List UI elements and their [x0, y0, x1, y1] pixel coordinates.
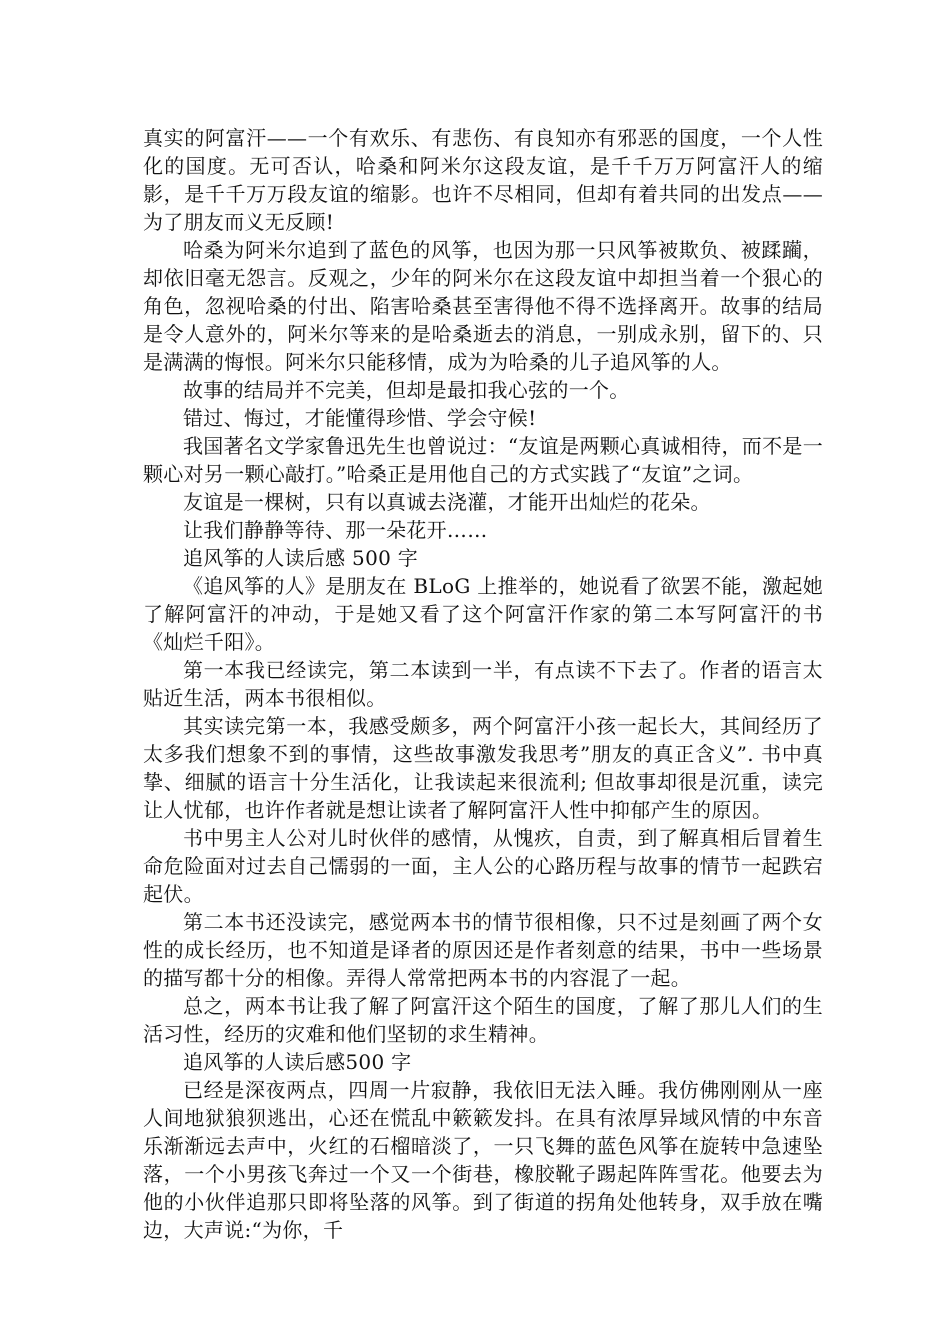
section-heading: 追风筝的人读后感 500 字	[183, 546, 419, 570]
paragraph: 错过、悔过，才能懂得珍惜、学会守候!	[183, 406, 537, 430]
paragraph: 已经是深夜两点，四周一片寂静，我依旧无法入睡。我仿佛刚刚从一座人间地狱狼狈逃出，心还在慌乱中簌簌发抖。在具有浓厚异域风情的中东音乐渐渐远去声中，火红的石榴暗淡了，一只飞舞的蓝色风筝在旋转中急速坠落，一个小男孩飞奔过一个又一个街巷，橡胶靴子踢起阵阵雪花。他要去为他的小伙伴追那只即将坠落的风筝。到了街道的拐角处他转身，双手放在嘴边，大声说:“为你，千	[143, 1078, 823, 1242]
paragraph: 真实的阿富汗——一个有欢乐、有悲伤、有良知亦有邪恶的国度，一个人性化的国度。无可否认，哈桑和阿米尔这段友谊，是千千万万阿富汗人的缩影，是千千万万段友谊的缩影。也许不尽相同，但却有着共同的出发点——为了朋友而义无反顾!	[143, 126, 823, 234]
paragraph: 友谊是一棵树，只有以真诚去浇灌，才能开出灿烂的花朵。	[183, 490, 711, 514]
paragraph: 第一本我已经读完，第二本读到一半，有点读不下去了。作者的语言太贴近生活，两本书很相似。	[143, 658, 823, 710]
section-heading: 追风筝的人读后感500 字	[183, 1050, 412, 1074]
paragraph: 哈桑为阿米尔追到了蓝色的风筝，也因为那一只风筝被欺负、被蹂躏，却依旧毫无怨言。反观之，少年的阿米尔在这段友谊中却担当着一个狠心的角色，忽视哈桑的付出、陷害哈桑甚至害得他不得不选择离开。故事的结局是令人意外的，阿米尔等来的是哈桑逝去的消息，一别成永别，留下的、只是满满的悔恨。阿米尔只能移情，成为为哈桑的儿子追风筝的人。	[143, 238, 823, 374]
paragraph: 其实读完第一本，我感受颇多，两个阿富汗小孩一起长大，其间经历了太多我们想象不到的事情，这些故事激发我思考”朋友的真正含义”. 书中真挚、细腻的语言十分生活化，让我读起来很流利; 但故事却很是沉重，读完让人忧郁，也许作者就是想让读者了解阿富汗人性中抑郁产生的原因。	[143, 714, 823, 822]
paragraph: 让我们静静等待、那一朵花开……	[183, 518, 488, 542]
paragraph: 故事的结局并不完美，但却是最扣我心弦的一个。	[183, 378, 630, 402]
paragraph: 总之，两本书让我了解了阿富汗这个陌生的国度，了解了那儿人们的生活习性，经历的灾难和他们坚韧的求生精神。	[143, 994, 823, 1046]
paragraph: 《追风筝的人》是朋友在 BLoG 上推举的，她说看了欲罢不能，激起她了解阿富汗的冲动，于是她又看了这个阿富汗作家的第二本写阿富汗的书《灿烂千阳》。	[143, 574, 823, 654]
paragraph: 第二本书还没读完，感觉两本书的情节很相像，只不过是刻画了两个女性的成长经历，也不知道是译者的原因还是作者刻意的结果，书中一些场景的描写都十分的相像。弄得人常常把两本书的内容混了一起。	[143, 910, 823, 990]
paragraph: 书中男主人公对儿时伙伴的感情，从愧疚，自责，到了解真相后冒着生命危险面对过去自己懦弱的一面，主人公的心路历程与故事的情节一起跌宕起伏。	[143, 826, 823, 906]
document-body	[143, 124, 823, 1244]
paragraph: 我国著名文学家鲁迅先生也曾说过：“友谊是两颗心真诚相待，而不是一颗心对另一颗心敲打。”哈桑正是用他自己的方式实践了“友谊”之词。	[143, 434, 823, 486]
